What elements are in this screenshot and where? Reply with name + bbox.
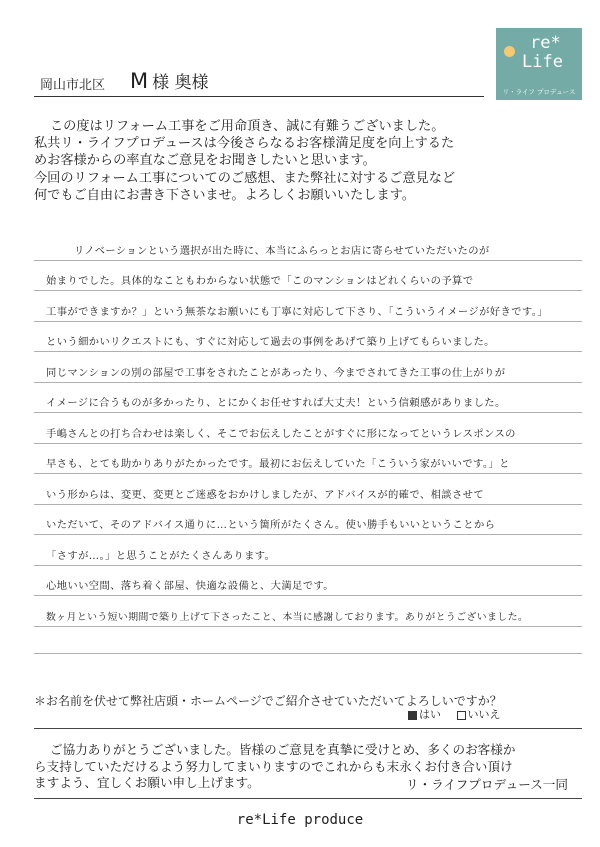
comment-line	[34, 566, 582, 597]
consent-yes-label: はい	[419, 708, 441, 721]
comment-text: という細かいリクエストにも、すぐに対応して過去の事例をあげて築り上げてもらいました。	[46, 336, 495, 348]
customer-area: 岡山市北区	[40, 78, 106, 93]
comment-line	[34, 291, 582, 322]
comment-line-blank	[34, 627, 582, 654]
comment-text: 心地いい空間、落ち着く部屋、快適な設備と、大満足です。	[46, 580, 334, 592]
comment-line	[34, 413, 582, 444]
comment-text: イメージに合うものが多かったり、とにかくお任せすれば大丈夫！という信頼感がありました。	[46, 397, 506, 409]
customer-initial: M	[130, 69, 149, 93]
thanks-line: ご協力ありがとうございました。皆様のご意見を真摯に受けとめ、多くのお客様か	[50, 742, 516, 757]
comment-text: リノベーションという選択が出た時に、本当にふらっとお店に寄らせていただいたのが	[74, 244, 490, 257]
comment-text: 早さも、とても助かりありがたかったです。最初にお伝えしていた「こういう家がいいです。」と	[46, 458, 510, 470]
consent-question: ＊お名前を伏せて弊社店頭・ホームページでご紹介させていただいてよろしいですか？	[34, 694, 502, 708]
comment-line	[34, 444, 582, 475]
divider	[34, 798, 582, 799]
customer-header	[34, 66, 484, 97]
consent-options	[396, 706, 501, 722]
comment-line	[34, 230, 582, 261]
logo-mark-line1: re*	[530, 33, 561, 53]
customer-name	[130, 68, 209, 93]
relife-logo	[496, 28, 582, 100]
comment-line	[34, 505, 582, 536]
logo-mark	[510, 34, 563, 72]
comment-text: 「さすが…。」と思うことがたくさんあります。	[46, 549, 276, 562]
logo-mark-line2: Life	[522, 52, 563, 72]
comment-line	[34, 596, 582, 627]
intro-line: 今回のリフォーム工事についてのご感想、また弊社に対するご意見など	[34, 170, 456, 186]
intro-line: 私共リ・ライフプロデュースは今後さらなるお客様満足度を向上するた	[34, 136, 455, 152]
intro-line: めお客様からの率直なご意見をお聞きしたいと思います。	[34, 153, 376, 169]
comment-line	[34, 535, 582, 566]
thanks-line: ますよう、宜しくお願い申し上げます。	[34, 775, 260, 790]
consent-no-label: いいえ	[467, 708, 501, 721]
comment-text: 同じマンションの別の部屋で工事をされたことがあったり、今までされてきた工事の仕上がりが	[46, 366, 506, 379]
comment-line	[34, 383, 582, 414]
handwritten-comment	[34, 230, 582, 654]
logo-subtitle: リ・ライフ プロデュース	[502, 88, 576, 96]
comment-line	[34, 352, 582, 383]
comment-line	[34, 474, 582, 505]
footer-brand: re*Life produce	[236, 812, 364, 828]
intro-line: 何でもご自由にお書き下さいませ。よろしくお願いいたします。	[34, 187, 415, 203]
comment-text: 始まりでした。具体的なこともわからない状態で「このマンションはどれくらいの予算で	[46, 275, 474, 287]
comment-text: 手嶋さんとの打ち合わせは楽しく、そこでお伝えしたことがすぐに形になってというレスポンスの	[46, 427, 516, 440]
consent-no-checkbox[interactable]	[457, 711, 466, 720]
consent-yes-checkbox[interactable]	[408, 711, 417, 720]
comment-line	[34, 322, 582, 353]
comment-text: いう形からは、変更、変更とご迷惑をおかけしましたが、アドバイスが的確で、相談させて	[46, 488, 485, 501]
divider	[34, 728, 582, 729]
intro-message	[34, 118, 574, 204]
comment-text: いただいて、そのアドバイス通りに…という箇所がたくさん。使い勝手もいいということから	[46, 519, 496, 531]
customer-honorific: 様 奥様	[152, 73, 209, 93]
comment-text: 工事ができますか？」という無茶なお願いにも丁寧に対応して下さり、「こういうイメージが好きです。」	[46, 305, 549, 318]
company-signature: リ・ライフプロデュース一同	[406, 777, 568, 792]
intro-line: この度はリフォーム工事をご用命頂き、誠に有難うございました。	[50, 119, 445, 134]
comment-line	[34, 261, 582, 292]
comment-text: 数ヶ月という短い期間で築り上げて下さったこと、本当に感謝しております。ありがとうございました。	[46, 611, 529, 623]
thanks-line: ら支持していただけるよう努力してまいりますのでこれからも末永くお付き合い頂け	[34, 758, 513, 774]
